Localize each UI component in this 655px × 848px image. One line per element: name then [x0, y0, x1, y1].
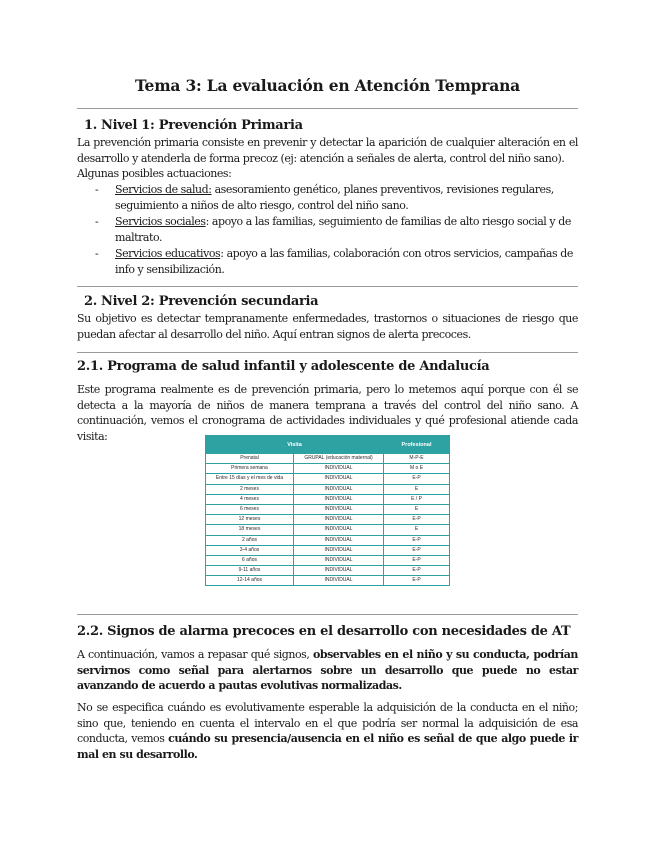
cell-visita: 3-4 años: [206, 545, 294, 555]
paragraph-bold-text: observables en el niño y su conducta, podrían servirnos como señal para alertarnos sobre un desarrollo que puede no estar avanzando de acuerdo a pautas evolutivas normalizadas.: [77, 648, 578, 692]
cell-modalidad: INDIVIDUAL: [294, 474, 384, 484]
cell-modalidad: INDIVIDUAL: [294, 555, 384, 565]
cell-profesional: E: [384, 504, 450, 514]
table-header-visita: Visita: [206, 436, 384, 454]
table-row: [206, 525, 450, 535]
list-item-text: : apoyo a las familias, seguimiento de familias de alto riesgo social y de maltrato.: [115, 215, 571, 244]
cell-profesional: M o E: [384, 464, 450, 474]
section-number: 2.: [84, 294, 97, 309]
cell-visita: Primera semana: [206, 464, 294, 474]
paragraph-prevencion-primaria: La prevención primaria consiste en prevenir y detectar la aparición de cualquier alteración en el desarrollo y atenderla de forma precoz (ej: atención a señales de alerta, control del niño sano).: [77, 136, 578, 165]
table-row: [206, 566, 450, 576]
cell-profesional: E: [384, 484, 450, 494]
cell-profesional: M-P-E: [384, 454, 450, 464]
divider: [77, 108, 578, 109]
divider: [77, 286, 578, 287]
cell-modalidad: INDIVIDUAL: [294, 576, 384, 586]
table-row: [206, 555, 450, 565]
cell-profesional: E-P: [384, 535, 450, 545]
paragraph-programa-salud: Este programa realmente es de prevención primaria, pero lo metemos aquí porque con él se detecta a la mayoría de niños de manera temprana a través del control del niño sano. A continuación, vemos el cronograma de actividades individuales y qué profesional atiende cada visita:: [77, 383, 578, 443]
cell-visita: 4 meses: [206, 494, 294, 504]
cell-visita: 18 meses: [206, 525, 294, 535]
divider: [77, 614, 578, 615]
cell-visita: Entre 15 días y el mes de vida: [206, 474, 294, 484]
cell-modalidad: INDIVIDUAL: [294, 515, 384, 525]
list-item: [95, 246, 578, 277]
table-row: [206, 454, 450, 464]
table-row: [206, 474, 450, 484]
cell-modalidad: INDIVIDUAL: [294, 464, 384, 474]
table-row: [206, 545, 450, 555]
cell-visita: 2 meses: [206, 484, 294, 494]
paragraph-signos-2: [77, 700, 578, 762]
list-item: [95, 214, 578, 245]
cell-visita: 12 meses: [206, 515, 294, 525]
cell-visita: 12-14 años: [206, 576, 294, 586]
table-header-profesional: Profesional: [384, 436, 450, 454]
section-number: 1.: [84, 118, 97, 133]
cell-profesional: E-P: [384, 576, 450, 586]
list-item-term: Servicios educativos: [115, 247, 221, 260]
table-row: [206, 515, 450, 525]
table-row: [206, 535, 450, 545]
cell-modalidad: INDIVIDUAL: [294, 535, 384, 545]
list-item-text: : apoyo a las familias, colaboración con otros servicios, campañas de info y sensibilización.: [115, 247, 573, 276]
table-row: [206, 494, 450, 504]
cell-modalidad: INDIVIDUAL: [294, 525, 384, 535]
cell-profesional: E: [384, 525, 450, 535]
list-item-text: asesoramiento genético, planes preventivos, revisiones regulares, seguimiento a niños de alto riesgo, control del niño sano.: [115, 183, 554, 212]
cell-visita: 6 años: [206, 555, 294, 565]
paragraph-signos-1: [77, 647, 578, 694]
cell-visita: 6 meses: [206, 504, 294, 514]
dash-bullet: -: [95, 183, 99, 196]
table-row: [206, 484, 450, 494]
cell-profesional: E-P: [384, 566, 450, 576]
section-heading-2-2: 2.2. Signos de alarma precoces en el desarrollo con necesidades de AT: [77, 624, 571, 639]
divider: [77, 352, 578, 353]
paragraph-prevencion-secundaria: Su objetivo es detectar tempranamente enfermedades, trastornos o situaciones de riesgo que puedan afectar al desarrollo del niño. Aquí entran signos de alerta precoces.: [77, 312, 578, 341]
cell-profesional: E / P: [384, 494, 450, 504]
page-title: Tema 3: La evaluación en Atención Temprana: [134, 76, 521, 95]
dash-bullet: -: [95, 247, 99, 260]
section-title: Nivel 2: Prevención secundaria: [101, 294, 319, 309]
visits-table: [205, 435, 450, 591]
list-item: [95, 182, 578, 213]
cell-modalidad: INDIVIDUAL: [294, 566, 384, 576]
cell-visita: 2 años: [206, 535, 294, 545]
table-row: [206, 576, 450, 586]
paragraph-text: No se especifica cuándo es evolutivamente esperable la adquisición de la conducta en el niño; sino que, teniendo en cuenta el intervalo en el que podría ser normal la adquisición de esa conducta, vemos: [77, 701, 578, 745]
cell-modalidad: INDIVIDUAL: [294, 494, 384, 504]
cell-modalidad: INDIVIDUAL: [294, 504, 384, 514]
section-title: Nivel 1: Prevención Primaria: [101, 118, 303, 133]
list-item-term: Servicios de salud:: [115, 183, 212, 196]
cell-modalidad: GRUPAL (educación maternal): [294, 454, 384, 464]
list-item-term: Servicios sociales: [115, 215, 206, 228]
table-row: [206, 504, 450, 514]
paragraph-text: A continuación, vamos a repasar qué signos,: [77, 648, 313, 661]
cell-visita: 9-11 años: [206, 566, 294, 576]
paragraph-lead: Algunas posibles actuaciones:: [77, 167, 232, 180]
section-heading-2-1: 2.1. Programa de salud infantil y adolescente de Andalucía: [77, 359, 490, 374]
dash-bullet: -: [95, 215, 99, 228]
cell-modalidad: INDIVIDUAL: [294, 545, 384, 555]
section-heading-nivel-2: [77, 294, 318, 309]
cell-visita: Prenatal: [206, 454, 294, 464]
cell-profesional: E-P: [384, 474, 450, 484]
cell-profesional: E-P: [384, 515, 450, 525]
section-heading-nivel-1: [77, 118, 303, 133]
cell-profesional: E-P: [384, 545, 450, 555]
cell-modalidad: INDIVIDUAL: [294, 484, 384, 494]
table-row: [206, 464, 450, 474]
cell-profesional: E-P: [384, 555, 450, 565]
paragraph-bold-text: cuándo su presencia/ausencia en el niño es señal de que algo puede ir mal en su desarrollo.: [77, 732, 578, 761]
